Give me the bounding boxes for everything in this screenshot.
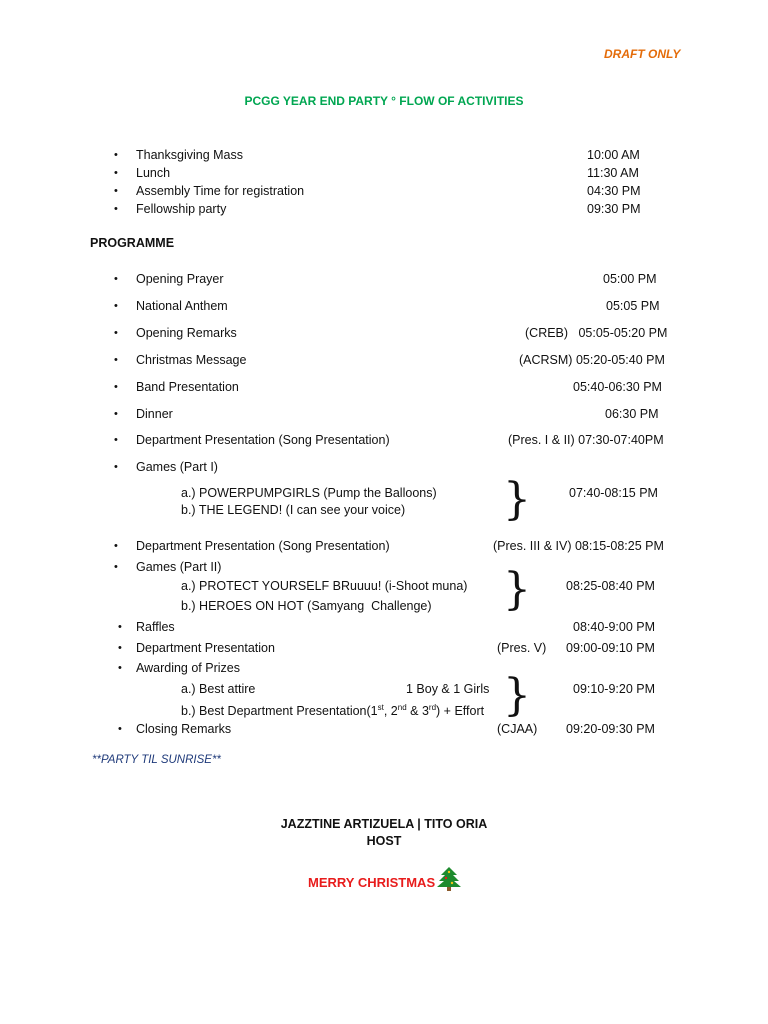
programme-time: 05:05 PM	[606, 299, 660, 313]
party-note: **PARTY TIL SUNRISE**	[92, 754, 221, 766]
draft-label: DRAFT ONLY	[604, 47, 681, 61]
sub-item-time: 07:40-08:15 PM	[569, 486, 658, 500]
programme-time: 05:40-06:30 PM	[573, 380, 662, 394]
bullet: •	[114, 203, 118, 215]
bullet: •	[114, 300, 118, 312]
programme-label: Closing Remarks	[136, 722, 232, 736]
programme-label: Awarding of Prizes	[136, 661, 240, 675]
bullet: •	[118, 642, 122, 654]
sub-item-label: a.) PROTECT YOURSELF BRuuuu! (i-Shoot muna)	[181, 579, 468, 593]
christmas-tree-icon	[435, 866, 463, 892]
schedule-time: 10:00 AM	[587, 148, 640, 162]
programme-time: 09:00-09:10 PM	[566, 641, 655, 655]
programme-label: Dinner	[136, 407, 173, 421]
programme-label: Opening Prayer	[136, 272, 224, 286]
schedule-time: 04:30 PM	[587, 184, 641, 198]
bullet: •	[114, 461, 118, 473]
schedule-label: Fellowship party	[136, 202, 227, 216]
bullet: •	[118, 621, 122, 633]
programme-label: Games (Part II)	[136, 560, 222, 574]
programme-label: National Anthem	[136, 299, 228, 313]
schedule-time: 11:30 AM	[587, 166, 639, 180]
merry-christmas: MERRY CHRISTMAS	[308, 875, 436, 890]
bullet: •	[114, 327, 118, 339]
bullet: •	[114, 354, 118, 366]
bullet: •	[118, 723, 122, 735]
programme-label: Raffles	[136, 620, 175, 634]
programme-label: Opening Remarks	[136, 326, 237, 340]
bullet: •	[114, 434, 118, 446]
schedule-label: Assembly Time for registration	[136, 184, 305, 198]
bullet: •	[118, 662, 122, 674]
bullet: •	[114, 408, 118, 420]
sub-item-label: a.) Best attire	[181, 682, 256, 696]
programme-time: 09:20-09:30 PM	[566, 722, 655, 736]
bullet: •	[114, 167, 118, 179]
bullet: •	[114, 381, 118, 393]
curly-brace-icon: }	[503, 474, 531, 525]
programme-label: Department Presentation (Song Presentation)	[136, 433, 390, 447]
programme-label: Band Presentation	[136, 380, 239, 394]
curly-brace-icon: }	[503, 564, 531, 615]
sub-item-time: 09:10-9:20 PM	[573, 682, 655, 696]
programme-time: (CREB) 05:05-05:20 PM	[525, 326, 668, 340]
programme-time: 06:30 PM	[605, 407, 659, 421]
programme-time: (Pres. III & IV) 08:15-08:25 PM	[493, 539, 664, 553]
sub-item-label: a.) POWERPUMPGIRLS (Pump the Balloons)	[181, 486, 437, 500]
programme-time: 08:40-9:00 PM	[573, 620, 655, 634]
programme-time: (ACRSM) 05:20-05:40 PM	[519, 353, 665, 367]
host-names: JAZZTINE ARTIZUELA | TITO ORIA	[280, 817, 488, 831]
bullet: •	[114, 540, 118, 552]
sub-item-label: b.) Best Department Presentation(1st, 2nd & 3rd) + Effort	[181, 703, 485, 719]
programme-label: Games (Part I)	[136, 460, 218, 474]
programme-label: Department Presentation (Song Presentation)	[136, 539, 390, 553]
bullet: •	[114, 561, 118, 573]
curly-brace-icon: }	[503, 670, 531, 721]
schedule-time: 09:30 PM	[587, 202, 641, 216]
bullet: •	[114, 273, 118, 285]
sub-item-label: b.) HEROES ON HOT (Samyang Challenge)	[181, 599, 432, 613]
sub-item-label: b.) THE LEGEND! (I can see your voice)	[181, 503, 406, 517]
programme-label: Department Presentation	[136, 641, 275, 655]
programme-heading: PROGRAMME	[90, 236, 175, 250]
programme-tag: (CJAA)	[497, 722, 538, 736]
bullet: •	[114, 149, 118, 161]
programme-tag: (Pres. V)	[497, 641, 547, 655]
host-title: HOST	[366, 834, 402, 848]
programme-label: Christmas Message	[136, 353, 247, 367]
sub-item-time: 08:25-08:40 PM	[566, 579, 655, 593]
schedule-label: Thanksgiving Mass	[136, 148, 243, 162]
programme-time: 05:00 PM	[603, 272, 657, 286]
programme-time: (Pres. I & II) 07:30-07:40PM	[508, 433, 664, 447]
document-title: PCGG YEAR END PARTY ° FLOW OF ACTIVITIES	[244, 94, 524, 108]
schedule-label: Lunch	[136, 166, 171, 180]
bullet: •	[114, 185, 118, 197]
sub-item-note: 1 Boy & 1 Girls	[406, 682, 490, 696]
